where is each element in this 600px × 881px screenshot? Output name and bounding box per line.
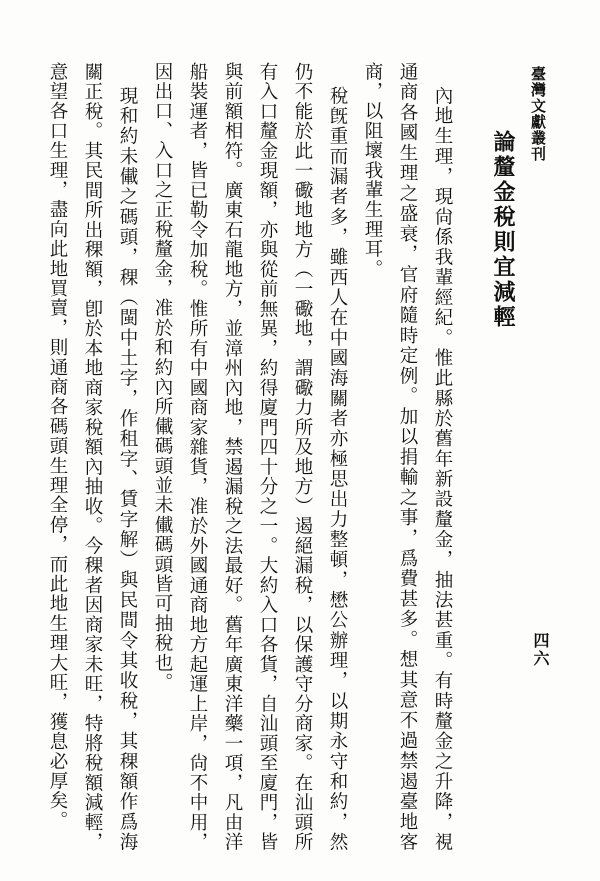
paragraph-1: 內地生理，現尙係我輩經紀。惟此縣於舊年新設釐金，抽法甚重。有時釐金之升降，視通商各國生理之盛衰，官府隨時定例。加以捐輸之事，爲費甚多。想其意不過禁遏臺地客商，以阻壞我輩生理耳。 [362,62,453,852]
article-body [40,62,460,852]
article-title: 論釐金稅則宜減輕 [490,130,516,330]
paragraph-2: 稅旣重而漏者多，雖西人在中國海關者亦極思出力整頓，懋公辦理，以期永守和約，然仍不能於此一礮地地方（一礮地，謂礮力所及地方）遏絕漏稅，以保護守分商家。在汕頭所有入口釐金現額，亦與從前無異，約得廈門四十分之一。大約入口各貨，自汕頭至廈門，皆與前額相符。廣東石龍地方，並漳州內地，禁遏漏稅之法最好。舊年廣東洋藥一項，凡由洋船裝運者，皆已勒令加稅。惟所有中國商家雜貨，准於外國通商地方起運上岸，尙不中用，因出口、入口之正稅釐金，准於和約內所儎碼頭並未儎碼頭皆可抽稅也。 [152,62,348,852]
paragraph-3: 現和約未儎之碼頭，稞（閩中土字，作租字、賃字解）與民間令其收稅，其稞額作爲海關正稅。其民間所出稞額，卽於本地商家稅額內抽收。今稞者因商家未旺，特將稅額減輕，意望各口生理，盡向此地買賣，則通商各碼頭生理全停，而此地生理大旺，獲息必厚矣。 [47,62,138,852]
series-title: 臺灣文獻叢刊 [529,66,547,162]
page-number: 四六 [531,632,550,668]
